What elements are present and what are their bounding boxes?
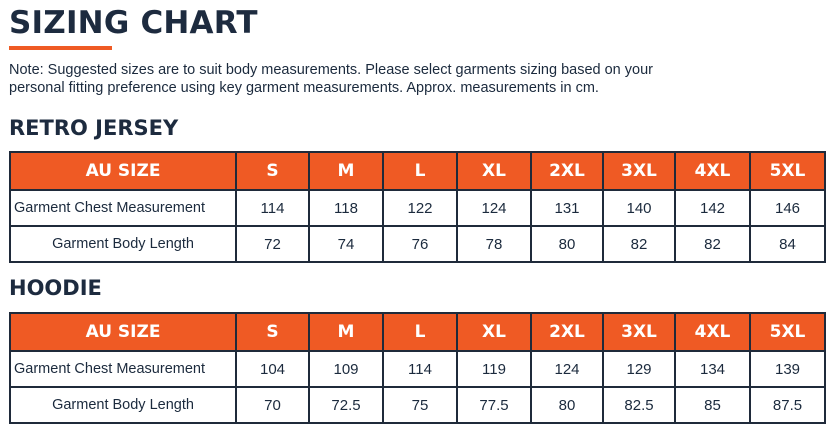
header-cell-size: M [309,152,383,190]
row-label-chest: Garment Chest Measurement [10,351,236,387]
section-title-retro-jersey: RETRO JERSEY [9,116,179,140]
table-cell: 85 [675,387,750,423]
header-cell-au-size: AU SIZE [10,152,236,190]
header-cell-size: 5XL [750,313,825,351]
table-cell: 84 [750,226,825,262]
section-title-hoodie: HOODIE [9,276,102,300]
table-cell: 139 [750,351,825,387]
row-label-body-length: Garment Body Length [10,387,236,423]
table-cell: 140 [603,190,675,226]
row-label-body-length: Garment Body Length [10,226,236,262]
hoodie-size-table [9,312,826,424]
table-cell: 72.5 [309,387,383,423]
sizing-note [9,61,809,97]
table-cell: 124 [531,351,603,387]
table-cell: 80 [531,387,603,423]
table-cell: 82 [675,226,750,262]
header-cell-size: 4XL [675,152,750,190]
table-cell: 118 [309,190,383,226]
header-cell-size: 5XL [750,152,825,190]
header-cell-size: L [383,313,457,351]
table-cell: 122 [383,190,457,226]
table-cell: 142 [675,190,750,226]
header-cell-size: XL [457,152,531,190]
table-cell: 134 [675,351,750,387]
retro-jersey-size-table [9,151,826,263]
header-cell-size: 2XL [531,152,603,190]
table-cell: 87.5 [750,387,825,423]
table-cell: 72 [236,226,309,262]
header-cell-size: 3XL [603,152,675,190]
row-label-chest: Garment Chest Measurement [10,190,236,226]
header-cell-size: 2XL [531,313,603,351]
table-cell: 77.5 [457,387,531,423]
table-row-length [10,226,825,262]
table-cell: 78 [457,226,531,262]
header-cell-size: M [309,313,383,351]
table-cell: 124 [457,190,531,226]
table-cell: 129 [603,351,675,387]
table-cell: 109 [309,351,383,387]
table-cell: 131 [531,190,603,226]
table-cell: 82 [603,226,675,262]
table-row-length [10,387,825,423]
note-line-2: personal fitting preference using key garment measurements. Approx. measurements in cm. [9,80,599,96]
table-row-chest [10,351,825,387]
header-cell-au-size: AU SIZE [10,313,236,351]
table-cell: 104 [236,351,309,387]
header-cell-size: XL [457,313,531,351]
note-line-1: Note: Suggested sizes are to suit body measurements. Please select garments sizing based on your [9,62,653,78]
header-cell-size: 3XL [603,313,675,351]
table-cell: 82.5 [603,387,675,423]
table-row-chest [10,190,825,226]
table-cell: 74 [309,226,383,262]
page-title: SIZING CHART [9,5,258,41]
table-header-row [10,152,825,190]
table-header-row [10,313,825,351]
table-cell: 76 [383,226,457,262]
table-cell: 114 [236,190,309,226]
table-cell: 114 [383,351,457,387]
header-cell-size: S [236,152,309,190]
table-cell: 119 [457,351,531,387]
header-cell-size: 4XL [675,313,750,351]
table-cell: 75 [383,387,457,423]
title-underline [9,46,112,50]
table-cell: 146 [750,190,825,226]
header-cell-size: S [236,313,309,351]
header-cell-size: L [383,152,457,190]
table-cell: 80 [531,226,603,262]
table-cell: 70 [236,387,309,423]
